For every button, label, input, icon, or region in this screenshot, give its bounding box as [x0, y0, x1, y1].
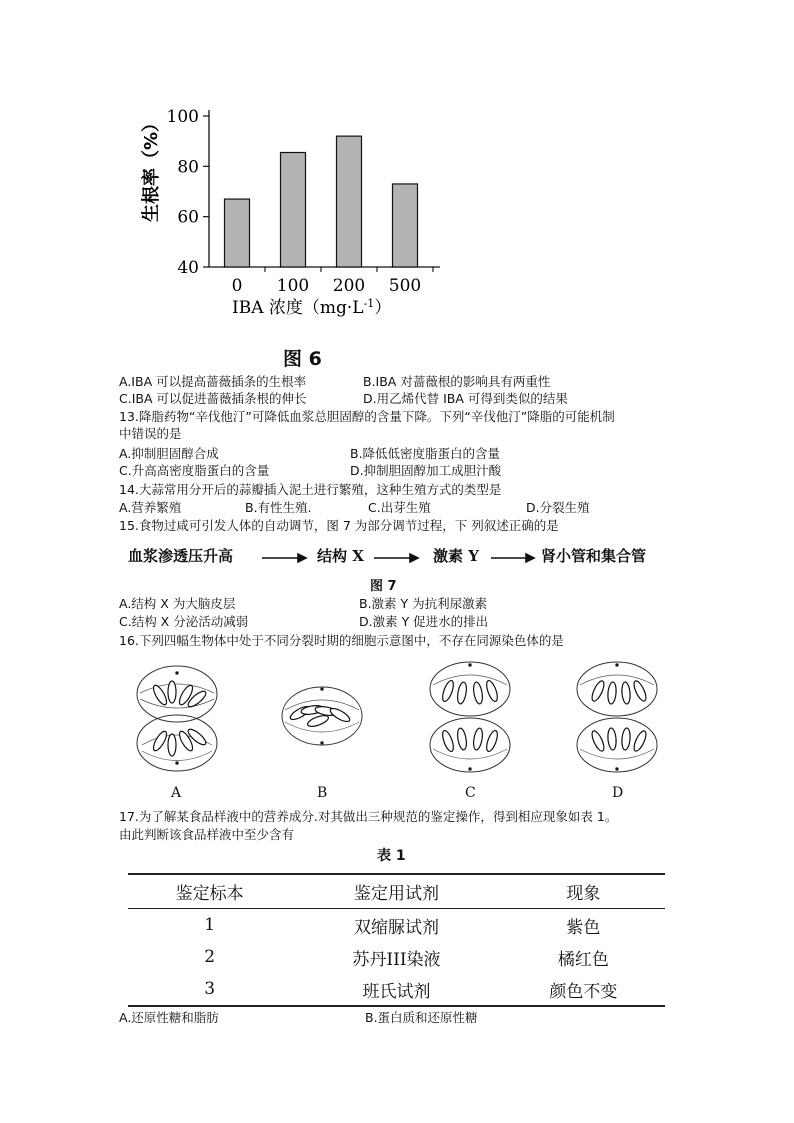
iba-rooting-bar-chart — [0, 0, 794, 340]
y-tick-label: 60 — [177, 207, 199, 228]
x-tick-label: 500 — [388, 276, 422, 296]
cell-a-diagram — [137, 666, 217, 771]
flow-step-4: 肾小管和集合管 — [541, 547, 647, 565]
q17-option-b: B.蛋白质和还原性糖 — [365, 1010, 478, 1025]
y-tick-label: 40 — [177, 258, 199, 278]
table-cell: 2 — [204, 947, 216, 967]
q13-option-d: D.抑制胆固醇加工成胆汁酸 — [350, 463, 502, 478]
q17-stem-line2: 由此判断该食品样液中至少含有 — [119, 827, 295, 842]
q16-stem: 16.下列四幅生物体中处于不同分裂时期的细胞示意图中，不存在同源染色体的是 — [119, 633, 564, 648]
table-header-row — [128, 874, 665, 909]
table-header-result: 现象 — [502, 874, 665, 909]
cell-label-a: A — [171, 785, 182, 801]
table-cell: 班氏试剂 — [291, 973, 501, 1006]
arrow-head-icon — [298, 554, 306, 562]
table-cell: 紫色 — [566, 917, 601, 938]
y-tick-label: 100 — [166, 107, 199, 127]
cell-d-diagram — [577, 662, 657, 772]
table-1 — [128, 873, 665, 1007]
flow-step-2: 结构 X — [317, 547, 364, 565]
q17-option-a: A.还原性糖和脂肪 — [119, 1010, 219, 1025]
q15-option-d: D.激素 Y 促进水的排出 — [359, 614, 489, 629]
table-cell: 苏丹III染液 — [352, 949, 441, 970]
flow-arrows — [0, 548, 794, 568]
table-header-reagent: 鉴定用试剂 — [291, 874, 501, 909]
x-tick-label: 0 — [231, 276, 243, 296]
cell-label-d: D — [612, 785, 624, 801]
bar — [337, 136, 362, 267]
q14-option-b: B.有性生殖. — [245, 500, 312, 515]
x-tick-label: 100 — [276, 276, 310, 296]
q12-option-b: B.IBA 对蔷薇根的影响具有两重性 — [363, 374, 551, 389]
bar — [281, 152, 306, 267]
q15-stem: 15.食物过咸可引发人体的自动调节，图 7 为部分调节过程，下 列叙述正确的是 — [119, 518, 559, 533]
flow-step-3: 激素 Y — [433, 547, 479, 565]
x-axis-label: IBA 浓度$(mg\cdot L^{-1})$ — [232, 296, 392, 318]
q12-option-d: D.用乙烯代替 IBA 可得到类似的结果 — [363, 391, 568, 406]
table-row — [128, 973, 665, 1006]
q15-option-b: B.激素 Y 为抗利尿激素 — [359, 596, 488, 611]
q12-option-c: C.IBA 可以促进蔷薇插条根的伸长 — [119, 391, 307, 406]
q14-option-d: D.分裂生殖 — [526, 500, 590, 515]
q14-stem: 14.大蒜常用分开后的蒜瓣插入泥土进行繁殖，这种生殖方式的类型是 — [119, 482, 502, 497]
q13-option-a: A.抑制胆固醇合成 — [119, 446, 219, 461]
cell-c-diagram — [430, 662, 510, 772]
bar — [393, 184, 418, 267]
arrow-head-icon — [526, 554, 534, 562]
q13-option-c: C.升高高密度脂蛋白的含量 — [119, 463, 270, 478]
x-tick-label: 200 — [332, 276, 366, 296]
flow-step-1: 血浆渗透压升高 — [128, 547, 234, 565]
cell-division-diagrams — [0, 655, 794, 805]
q13-stem-line1: 13.降脂药物“辛伐他汀”可降低血浆总胆固醇的含量下降。下列“辛伐他汀”降脂的可能机制 — [119, 409, 615, 424]
q15-option-a: A.结构 X 为大脑皮层 — [119, 596, 236, 611]
q15-option-c: C.结构 X 分泌活动减弱 — [119, 614, 249, 629]
table-1-title: 表 1 — [377, 848, 406, 864]
bar — [225, 199, 250, 267]
table-header-sample: 鉴定标本 — [128, 874, 291, 909]
table-cell: 3 — [128, 973, 291, 1006]
figure-7-title: 图 7 — [370, 579, 397, 594]
cell-label-b: B — [317, 785, 328, 801]
q14-option-c: C.出芽生殖 — [368, 500, 431, 515]
figure-6-title: 图 6 — [283, 348, 322, 370]
y-tick-label: 80 — [177, 157, 199, 178]
q13-option-b: B.降低低密度脂蛋白的含量 — [350, 446, 501, 461]
cell-b-diagram — [282, 687, 362, 745]
table-row — [128, 941, 665, 973]
table-row — [128, 909, 665, 942]
arrow-head-icon — [410, 554, 418, 562]
q14-option-a: A.营养繁殖 — [119, 500, 182, 515]
y-axis-label: 生根率（%） — [141, 113, 162, 223]
cell-label-c: C — [465, 785, 476, 801]
table-cell: 双缩脲试剂 — [353, 917, 439, 938]
table-cell: 1 — [204, 915, 216, 935]
q17-stem-line1: 17.为了解某食品样液中的营养成分.对其做出三种规范的鉴定操作，得到相应现象如表 1。 — [119, 809, 618, 824]
q12-option-a: A.IBA 可以提高蔷薇插条的生根率 — [119, 374, 307, 389]
table-cell: 颜色不变 — [502, 973, 665, 1006]
table-cell: 橘红色 — [557, 949, 609, 970]
q13-stem-line2: 中错误的是 — [119, 426, 182, 441]
